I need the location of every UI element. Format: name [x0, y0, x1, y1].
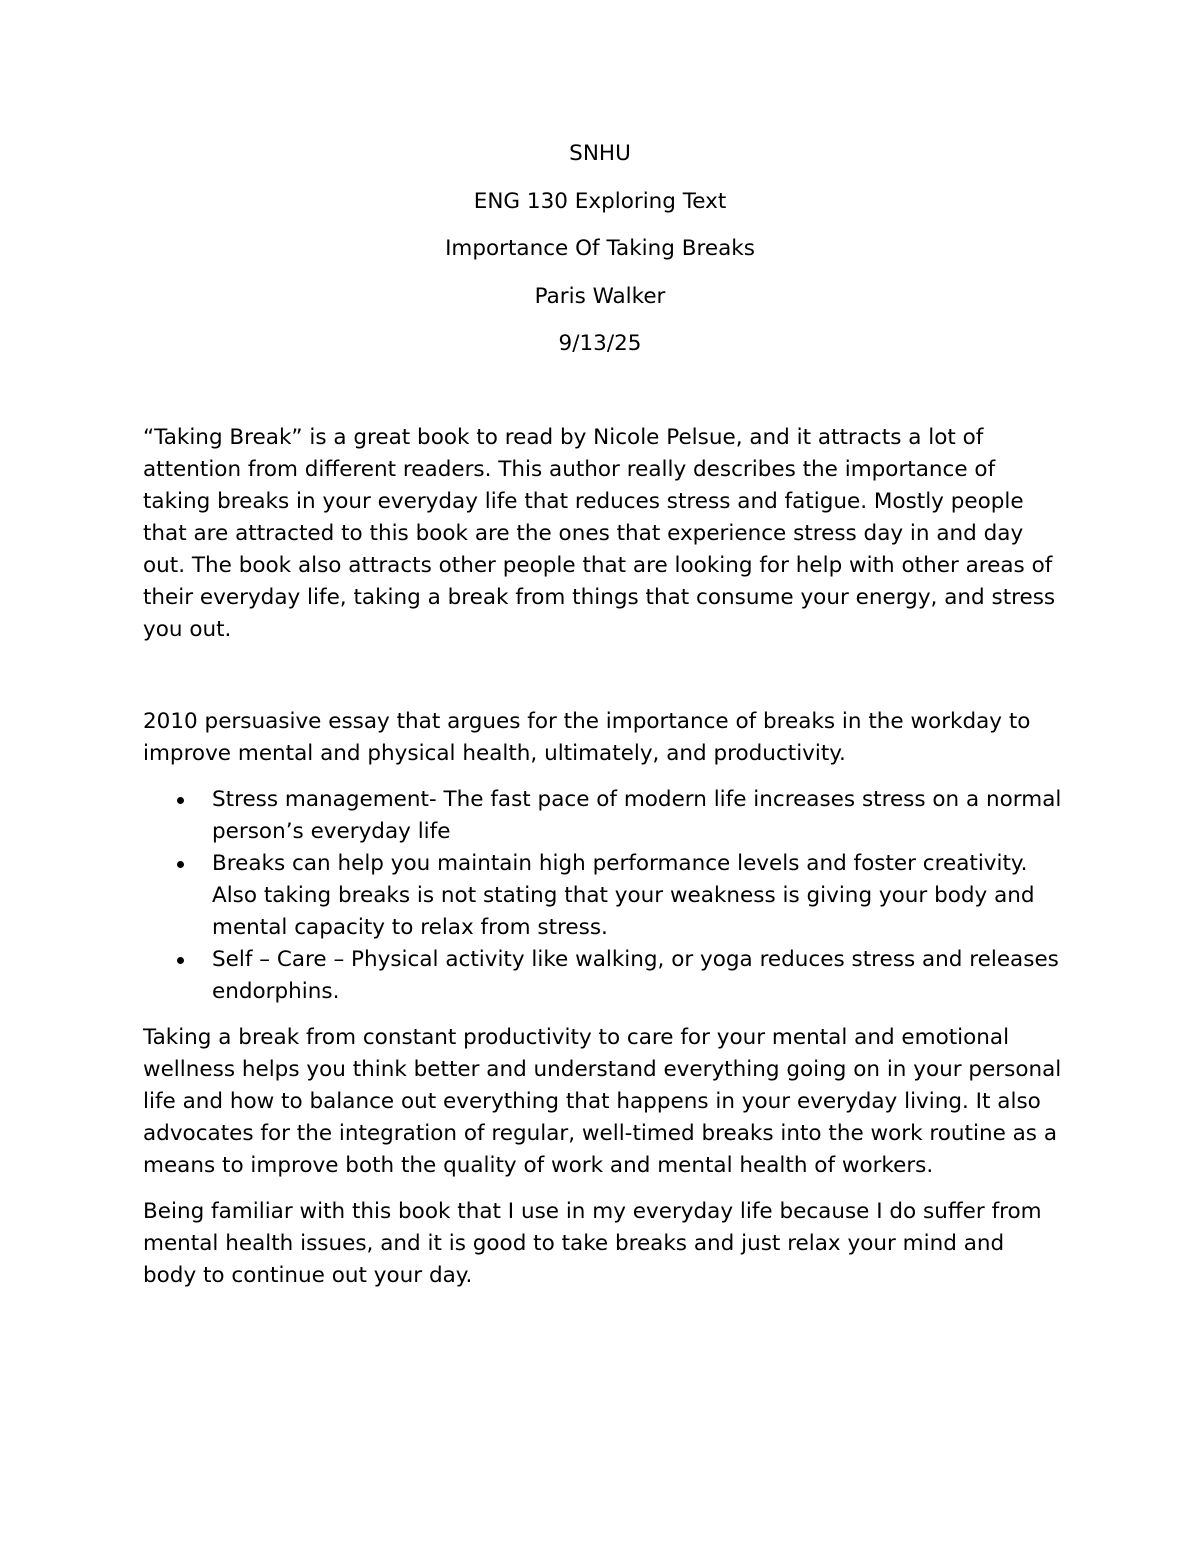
bullet-text: Self – Care – Physical activity like walking, or yoga reduces stress and releases endorphins. [212, 947, 1059, 1004]
essay-body [143, 422, 1063, 1292]
bullet-text: Breaks can help you maintain high performance levels and foster creativity. Also taking breaks is not stating that your weakness is giving your body and mental capacity to relax from stress. [212, 851, 1035, 940]
list-item [143, 848, 1063, 944]
bullet-icon [177, 957, 184, 964]
institution-name: SNHU [569, 141, 631, 166]
essay-paragraph: 2010 persuasive essay that argues for the importance of breaks in the workday to improve mental and physical health, ultimately, and productivity. [143, 709, 1031, 766]
familiar-paragraph: Being familiar with this book that I use in my everyday life because I do suffer from mental health issues, and it is good to take breaks and just relax your mind and body to continue out your day. [143, 1199, 1042, 1288]
essay-title: Importance Of Taking Breaks [445, 236, 755, 261]
title-block [0, 138, 1200, 376]
list-item [143, 784, 1063, 848]
course-name: ENG 130 Exploring Text [473, 188, 727, 214]
bullet-icon [177, 861, 184, 868]
list-item [143, 944, 1063, 1008]
bullet-text: Stress management- The fast pace of modern life increases stress on a normal person’s everyday life [212, 787, 1062, 844]
intro-paragraph: “Taking Break” is a great book to read by Nicole Pelsue, and it attracts a lot of attention from different readers. This author really describes the importance of taking breaks in your everyday life that reduces stress and fatigue. Mostly people that are attracted to this book are the ones that experience stress day in and day out. The book also attracts other people that are looking for help with other areas of their everyday life, taking a break from things that consume your energy, and stress you out. [143, 425, 1056, 642]
essay-date: 9/13/25 [558, 331, 642, 356]
taking-break-paragraph: Taking a break from constant productivity to care for your mental and emotional wellness helps you think better and understand everything going on in your personal life and how to balance out everything that happens in your everyday living. It also advocates for the integration of regular, well-timed breaks into the work routine as a means to improve both the quality of work and mental health of workers. [143, 1025, 1062, 1178]
bullet-list [143, 784, 1063, 1008]
author-name: Paris Walker [534, 283, 666, 309]
bullet-icon [177, 797, 184, 804]
